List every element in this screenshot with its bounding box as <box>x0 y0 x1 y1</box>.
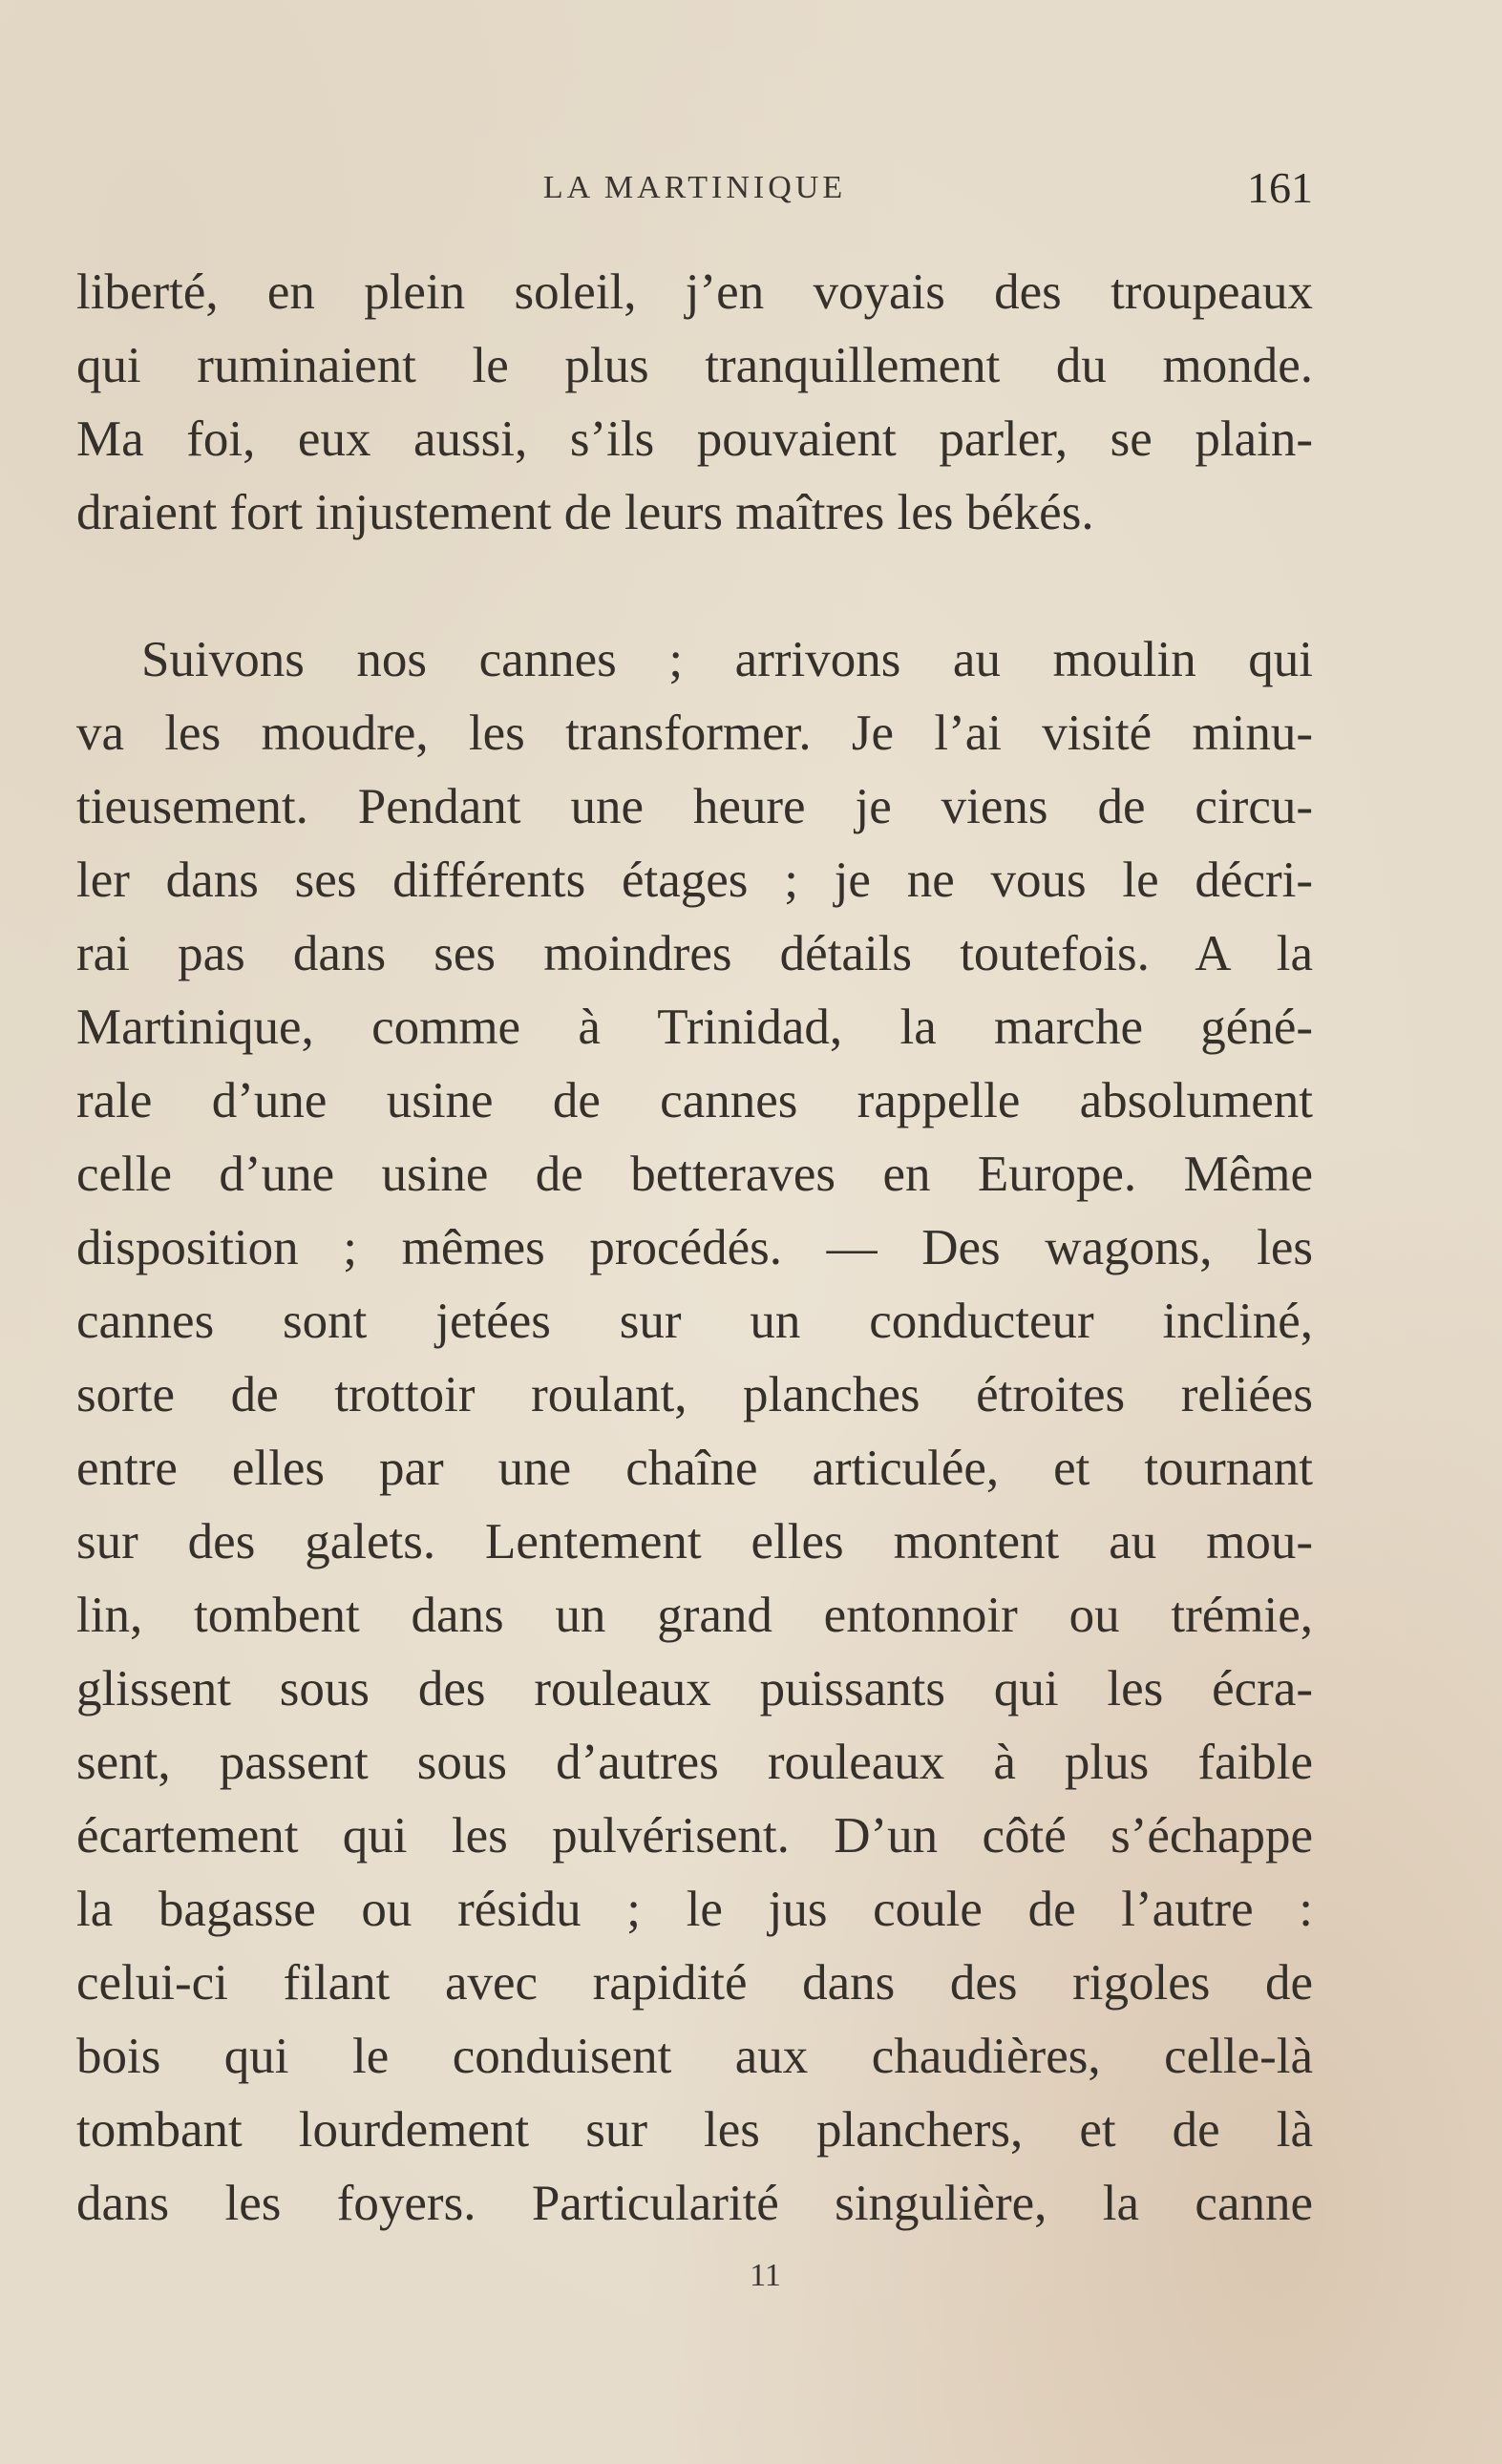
running-title: LA MARTINIQUE <box>542 170 847 205</box>
text-line: entre elles par une chaîne articulée, et tournant <box>76 1441 1313 1496</box>
text-line: tieusement. Pendant une heure je viens de circu- <box>76 779 1313 834</box>
signature-mark: 11 <box>750 2258 781 2293</box>
text-line: glissent sous des rouleaux puissants qui les écra- <box>76 1661 1313 1716</box>
text-line: disposition ; mêmes procédés. — Des wagons, les <box>76 1220 1313 1275</box>
text-line: sur des galets. Lentement elles montent au mou- <box>76 1514 1313 1569</box>
text-line: Ma foi, eux aussi, s’ils pouvaient parler, se plain- <box>76 411 1313 467</box>
text-line: bois qui le conduisent aux chaudières, celle-là <box>76 2029 1313 2084</box>
text-line: draient fort injustement de leurs maîtres les békés. <box>76 485 1094 540</box>
text-line: Martinique, comme à Trinidad, la marche géné- <box>76 1000 1313 1055</box>
text-line: celui-ci filant avec rapidité dans des rigoles de <box>76 1955 1313 2011</box>
body-text <box>76 256 1313 2241</box>
text-line: ler dans ses différents étages ; je ne vous le décri- <box>76 853 1313 908</box>
text-line: qui ruminaient le plus tranquillement du monde. <box>76 338 1313 393</box>
text-line: la bagasse ou résidu ; le jus coule de l’autre : <box>76 1882 1313 1937</box>
text-line: lin, tombent dans un grand entonnoir ou trémie, <box>76 1588 1313 1643</box>
text-line: tombant lourdement sur les planchers, et de là <box>76 2102 1313 2158</box>
text-line: sorte de trottoir roulant, planches étroites reliées <box>76 1367 1313 1422</box>
page-number: 161 <box>1247 163 1313 212</box>
text-line: Suivons nos cannes ; arrivons au moulin qui <box>141 632 1313 687</box>
text-line: celle d’une usine de betteraves en Europe. Même <box>76 1147 1313 1202</box>
paragraph-gap <box>76 550 1313 623</box>
text-line: cannes sont jetées sur un conducteur incliné, <box>76 1294 1313 1349</box>
text-line: liberté, en plein soleil, j’en voyais des troupeaux <box>76 264 1313 320</box>
text-line: rai pas dans ses moindres détails toutefois. A la <box>76 926 1313 981</box>
text-line: écartement qui les pulvérisent. D’un côté s’échappe <box>76 1808 1313 1864</box>
text-line: sent, passent sous d’autres rouleaux à plus faible <box>76 1735 1313 1790</box>
text-line: dans les foyers. Particularité singulière, la canne <box>76 2176 1313 2231</box>
running-header <box>76 162 1313 220</box>
text-line: rale d’une usine de cannes rappelle absolument <box>76 1073 1313 1128</box>
text-line: va les moudre, les transformer. Je l’ai visité minu- <box>76 706 1313 761</box>
